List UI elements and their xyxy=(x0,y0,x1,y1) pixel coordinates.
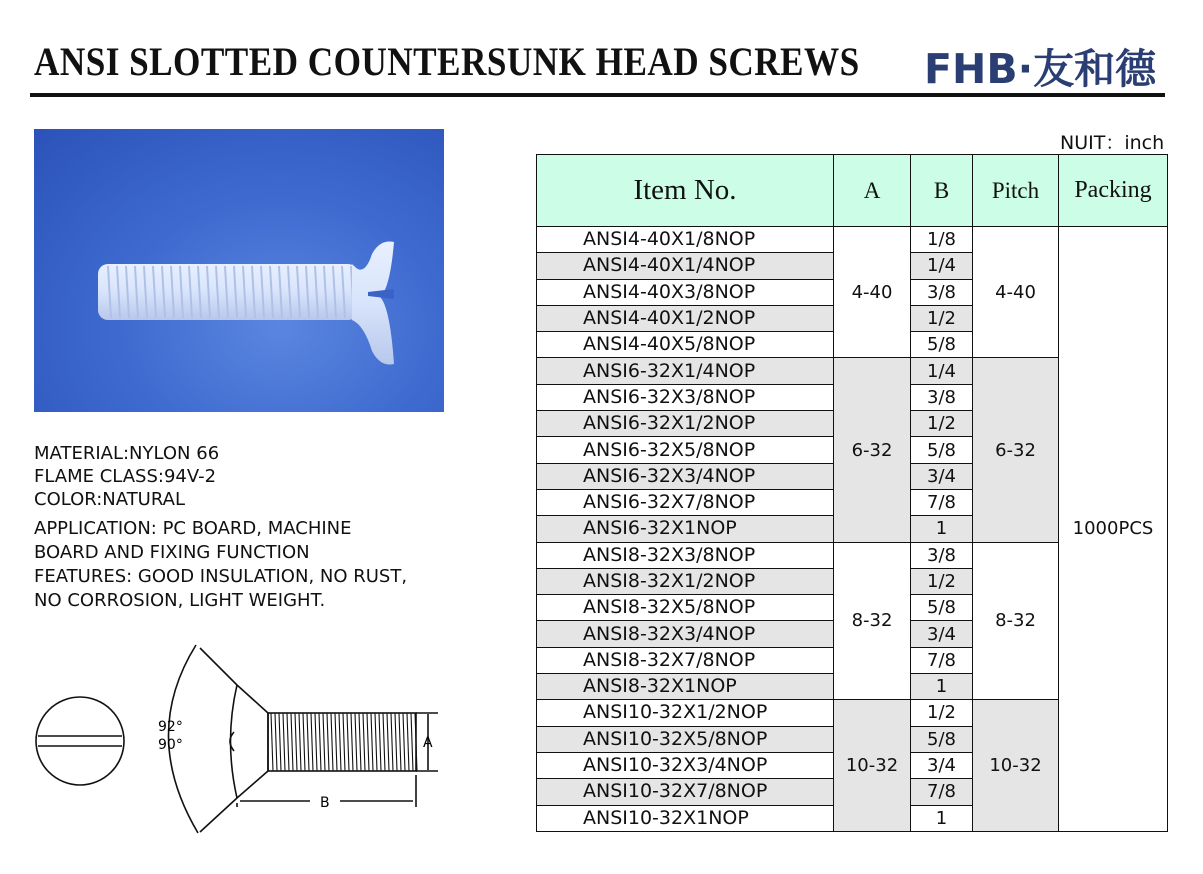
b-length-cell: 1/4 xyxy=(911,358,973,384)
b-length-cell: 1/2 xyxy=(911,411,973,437)
b-length-cell: 1/2 xyxy=(911,568,973,594)
item-no-cell: ANSI4-40X1/2NOP xyxy=(537,305,834,331)
item-no-cell: ANSI6-32X1NOP xyxy=(537,516,834,542)
application-line-2: BOARD AND FIXING FUNCTION xyxy=(34,542,310,563)
b-length-cell: 5/8 xyxy=(911,437,973,463)
b-length-cell: 3/8 xyxy=(911,384,973,410)
header-a: A xyxy=(834,155,911,227)
item-no-cell: ANSI8-32X1/2NOP xyxy=(537,568,834,594)
pitch-cell: 6-32 xyxy=(973,358,1059,542)
header-packing: Packing xyxy=(1059,155,1168,227)
application-line-1: APPLICATION: PC BOARD, MACHINE xyxy=(34,518,352,539)
screw-drawing xyxy=(30,635,450,840)
b-length-cell: 1/2 xyxy=(911,700,973,726)
pitch-cell: 4-40 xyxy=(973,227,1059,358)
item-no-cell: ANSI6-32X3/4NOP xyxy=(537,463,834,489)
b-length-cell: 7/8 xyxy=(911,647,973,673)
a-size-cell: 6-32 xyxy=(834,358,911,542)
b-length-cell: 7/8 xyxy=(911,779,973,805)
b-length-cell: 1 xyxy=(911,674,973,700)
application-block xyxy=(34,517,407,613)
screw-shank xyxy=(98,264,358,320)
table-header-row xyxy=(537,155,1168,227)
table-row xyxy=(537,227,1168,253)
item-no-cell: ANSI6-32X1/4NOP xyxy=(537,358,834,384)
item-no-cell: ANSI10-32X3/4NOP xyxy=(537,752,834,778)
packing-cell: 1000PCS xyxy=(1059,227,1168,832)
header-pitch: Pitch xyxy=(973,155,1059,227)
material-text: MATERIAL:NYLON 66 xyxy=(34,443,220,464)
item-no-cell: ANSI10-32X7/8NOP xyxy=(537,779,834,805)
features-line-1: FEATURES: GOOD INSULATION, NO RUST, xyxy=(34,566,408,587)
page-title: ANSI SLOTTED COUNTERSUNK HEAD SCREWS xyxy=(34,39,860,84)
a-size-cell: 4-40 xyxy=(834,227,911,358)
a-size-cell: 10-32 xyxy=(834,700,911,831)
item-no-cell: ANSI10-32X1/2NOP xyxy=(537,700,834,726)
b-length-cell: 1/4 xyxy=(911,253,973,279)
angle-label-90: 90° xyxy=(158,737,183,753)
b-length-cell: 1/2 xyxy=(911,305,973,331)
item-no-cell: ANSI8-32X3/8NOP xyxy=(537,542,834,568)
features-line-2: NO CORROSION, LIGHT WEIGHT. xyxy=(34,590,326,611)
flame-class-text: FLAME CLASS:94V-2 xyxy=(34,466,217,487)
angle-label-92: 92° xyxy=(158,719,183,735)
unit-label: NUIT：inch xyxy=(1060,132,1165,154)
countersunk-head xyxy=(237,685,268,798)
item-no-cell: ANSI8-32X5/8NOP xyxy=(537,595,834,621)
b-length-cell: 7/8 xyxy=(911,489,973,515)
color-text: COLOR:NATURAL xyxy=(34,489,185,510)
b-length-cell: 1 xyxy=(911,805,973,831)
header-item-no: Item No. xyxy=(537,155,834,227)
item-no-cell: ANSI6-32X1/2NOP xyxy=(537,411,834,437)
item-no-cell: ANSI6-32X7/8NOP xyxy=(537,489,834,515)
a-size-cell: 8-32 xyxy=(834,542,911,700)
b-length-cell: 5/8 xyxy=(911,726,973,752)
b-length-cell: 1/8 xyxy=(911,227,973,253)
specs-block xyxy=(34,442,219,511)
b-length-cell: 5/8 xyxy=(911,332,973,358)
b-length-cell: 5/8 xyxy=(911,595,973,621)
b-length-cell: 3/4 xyxy=(911,463,973,489)
b-length-cell: 3/4 xyxy=(911,752,973,778)
b-length-cell: 3/4 xyxy=(911,621,973,647)
pitch-cell: 10-32 xyxy=(973,700,1059,831)
item-no-cell: ANSI6-32X5/8NOP xyxy=(537,437,834,463)
pitch-cell: 8-32 xyxy=(973,542,1059,700)
item-no-cell: ANSI10-32X1NOP xyxy=(537,805,834,831)
item-no-cell: ANSI4-40X1/8NOP xyxy=(537,227,834,253)
b-length-cell: 3/8 xyxy=(911,542,973,568)
head-top-view xyxy=(36,697,124,785)
item-no-cell: ANSI6-32X3/8NOP xyxy=(537,384,834,410)
brand-logo: FHB·友和德 xyxy=(924,45,1157,93)
b-length-cell: 3/8 xyxy=(911,279,973,305)
product-table xyxy=(536,154,1168,832)
item-no-cell: ANSI4-40X1/4NOP xyxy=(537,253,834,279)
dimension-b-label: B xyxy=(320,795,330,811)
item-no-cell: ANSI8-32X1NOP xyxy=(537,674,834,700)
item-no-cell: ANSI10-32X5/8NOP xyxy=(537,726,834,752)
title-divider xyxy=(30,93,1165,97)
item-no-cell: ANSI8-32X7/8NOP xyxy=(537,647,834,673)
item-no-cell: ANSI8-32X3/4NOP xyxy=(537,621,834,647)
header-b: B xyxy=(911,155,973,227)
item-no-cell: ANSI4-40X5/8NOP xyxy=(537,332,834,358)
screw-head xyxy=(352,242,394,365)
dimension-a-label: A xyxy=(423,735,433,751)
item-no-cell: ANSI4-40X3/8NOP xyxy=(537,279,834,305)
product-photo xyxy=(34,129,444,412)
b-length-cell: 1 xyxy=(911,516,973,542)
